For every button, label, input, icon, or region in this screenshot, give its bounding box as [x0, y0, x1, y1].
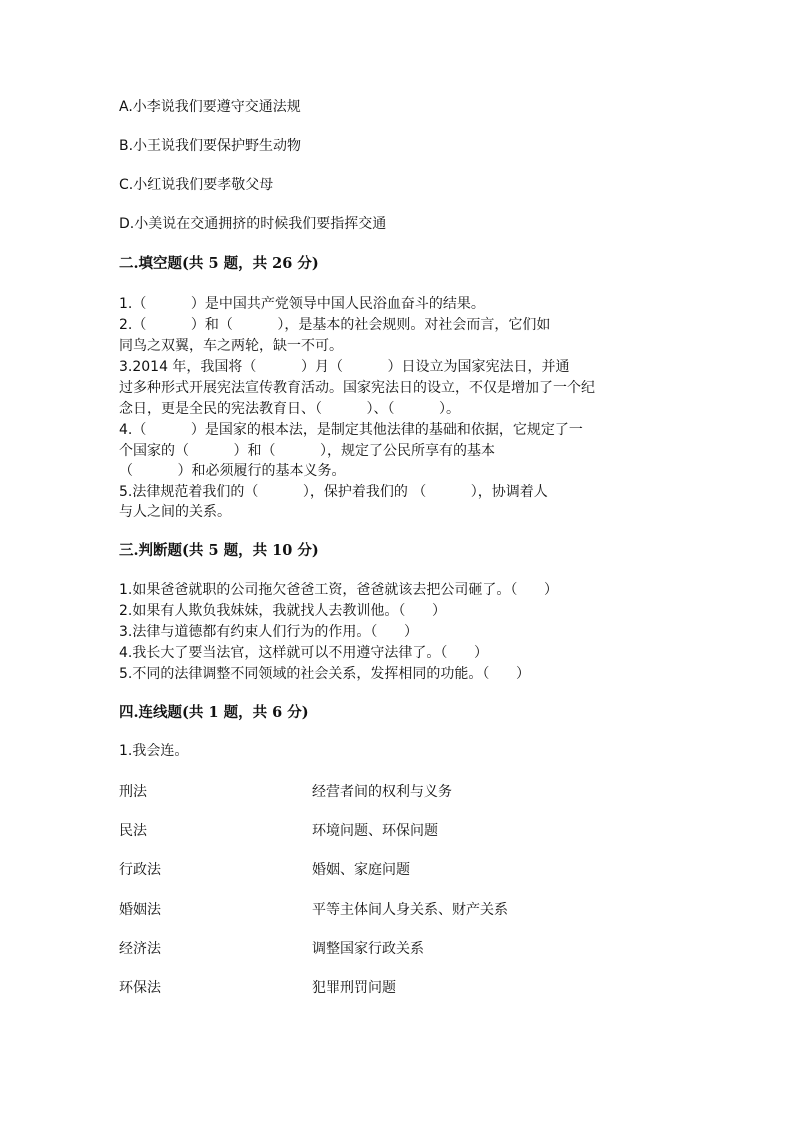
match-left-item: 民法	[119, 823, 147, 839]
fill-in-line: 5.法律规范着我们的（ ），保护着我们的 （ ），协调着人	[119, 484, 548, 500]
match-right-item: 平等主体间人身关系、财产关系	[312, 902, 508, 918]
match-right-item: 婚姻、家庭问题	[312, 862, 410, 878]
match-right-item: 犯罪刑罚问题	[312, 980, 396, 996]
true-false-item: 4.我长大了要当法官，这样就可以不用遵守法律了。（ ）	[119, 645, 489, 661]
option-c: C.小红说我们要孝敬父母	[119, 177, 274, 193]
section-heading-fill-in: 二.填空题(共 5 题，共 26 分)	[119, 255, 319, 272]
fill-in-line: 过多种形式开展宪法宣传教育活动。国家宪法日的设立，不仅是增加了一个纪	[119, 380, 595, 396]
fill-in-line: 3.2014 年，我国将（ ）月（ ）日设立为国家宪法日，并通	[119, 359, 570, 375]
match-left-item: 婚姻法	[119, 902, 161, 918]
option-d: D.小美说在交通拥挤的时候我们要指挥交通	[119, 216, 387, 232]
section-heading-matching: 四.连线题(共 1 题，共 6 分)	[119, 704, 309, 721]
fill-in-line: 个国家的（ ）和（ ），规定了公民所享有的基本	[119, 443, 496, 459]
match-left-item: 行政法	[119, 862, 161, 878]
fill-in-line: （ ）和必须履行的基本义务。	[119, 463, 346, 479]
true-false-item: 1.如果爸爸就职的公司拖欠爸爸工资，爸爸就该去把公司砸了。（ ）	[119, 582, 559, 598]
match-right-item: 经营者间的权利与义务	[312, 784, 452, 800]
match-left-item: 刑法	[119, 784, 147, 800]
match-left-item: 经济法	[119, 941, 161, 957]
fill-in-line: 4.（ ）是国家的根本法，是制定其他法律的基础和依据，它规定了一	[119, 422, 583, 438]
true-false-item: 3.法律与道德都有约束人们行为的作用。（ ）	[119, 624, 419, 640]
option-b: B.小王说我们要保护野生动物	[119, 138, 302, 154]
matching-prompt: 1.我会连。	[119, 743, 189, 759]
option-a: A.小李说我们要遵守交通法规	[119, 99, 301, 115]
fill-in-line: 1.（ ）是中国共产党领导中国人民浴血奋斗的结果。	[119, 296, 485, 312]
true-false-item: 2.如果有人欺负我妹妹，我就找人去教训他。（ ）	[119, 603, 447, 619]
fill-in-line: 与人之间的关系。	[119, 504, 231, 520]
true-false-item: 5.不同的法律调整不同领域的社会关系，发挥相同的功能。（ ）	[119, 666, 531, 682]
fill-in-line: 念日，更是全民的宪法教育日、（ ）、（ ）。	[119, 401, 461, 417]
fill-in-line: 同鸟之双翼，车之两轮，缺一不可。	[119, 338, 343, 354]
section-heading-true-false: 三.判断题(共 5 题，共 10 分)	[119, 542, 319, 559]
fill-in-line: 2.（ ）和（ ），是基本的社会规则。对社会而言，它们如	[119, 317, 551, 333]
match-right-item: 调整国家行政关系	[312, 941, 424, 957]
match-right-item: 环境问题、环保问题	[312, 823, 438, 839]
match-left-item: 环保法	[119, 980, 161, 996]
